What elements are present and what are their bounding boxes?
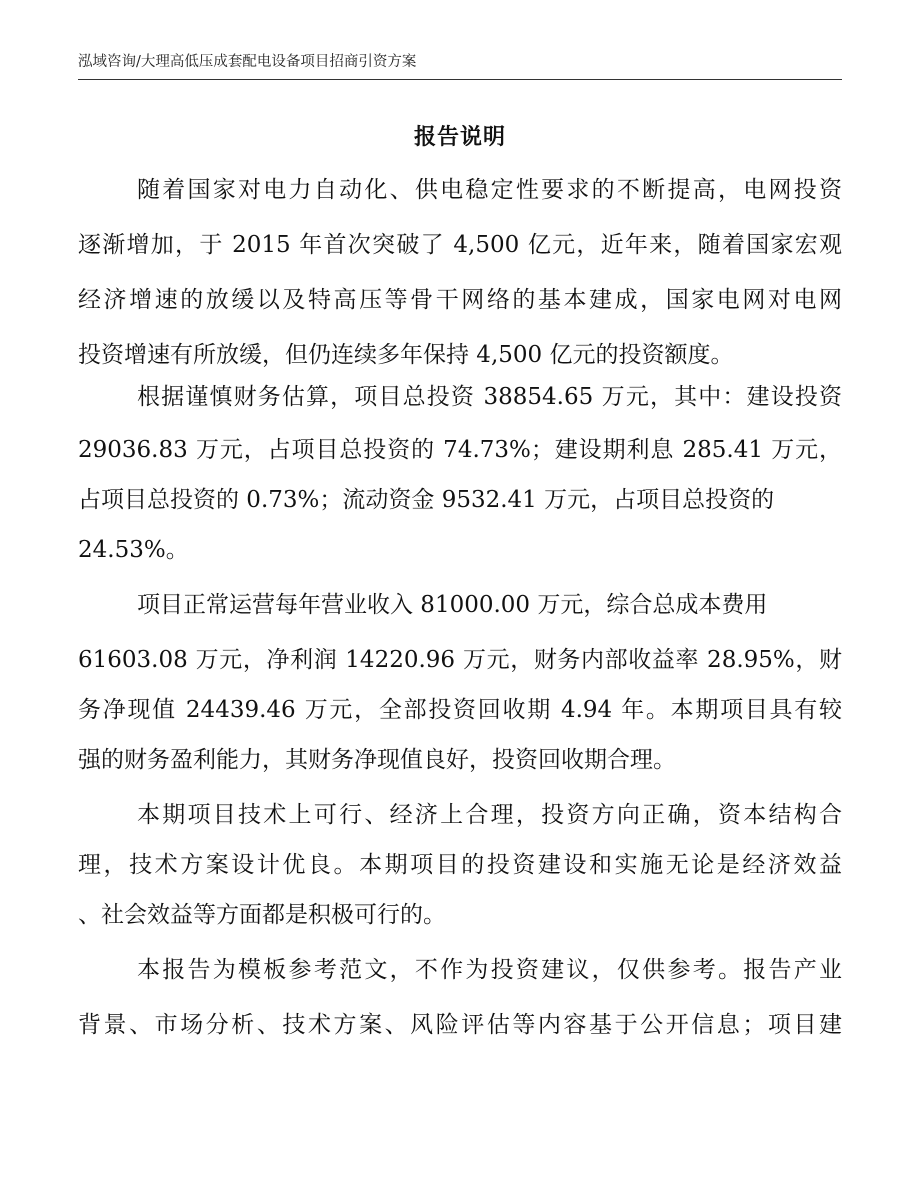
text-line: 24.53%。: [78, 537, 189, 563]
text-line: 理，技术方案设计优良。本期项目的投资建设和实施无论是经济效益: [78, 852, 842, 878]
text-line: 背景、市场分析、技术方案、风险评估等内容基于公开信息；项目建: [78, 1012, 842, 1038]
running-header: 泓域咨询/大理高低压成套配电设备项目招商引资方案: [78, 54, 417, 70]
text-line: 根据谨慎财务估算，项目总投资 38854.65 万元，其中：建设投资: [137, 384, 842, 410]
section-title: 报告说明: [413, 124, 506, 150]
text-line: 经济增速的放缓以及特高压等骨干网络的基本建成，国家电网对电网: [78, 287, 842, 313]
text-line: 占项目总投资的 0.73%；流动资金 9532.41 万元，占项目总投资的: [78, 487, 775, 513]
text-line: 逐渐增加，于 2015 年首次突破了 4,500 亿元，近年来，随着国家宏观: [78, 232, 842, 258]
text-line: 、社会效益等方面都是积极可行的。: [78, 902, 446, 928]
text-line: 强的财务盈利能力，其财务净现值良好，投资回收期合理。: [78, 747, 676, 773]
text-line: 随着国家对电力自动化、供电稳定性要求的不断提高，电网投资: [137, 177, 842, 203]
text-line: 本报告为模板参考范文，不作为投资建议，仅供参考。报告产业: [137, 957, 842, 983]
text-line: 本期项目技术上可行、经济上合理，投资方向正确，资本结构合: [137, 802, 842, 828]
text-line: 务净现值 24439.46 万元，全部投资回收期 4.94 年。本期项目具有较: [78, 697, 842, 723]
text-line: 61603.08 万元，净利润 14220.96 万元，财务内部收益率 28.95%，财: [78, 647, 842, 673]
header-divider: [78, 79, 842, 80]
text-line: 项目正常运营每年营业收入 81000.00 万元，综合总成本费用: [137, 592, 768, 618]
text-line: 投资增速有所放缓，但仍连续多年保持 4,500 亿元的投资额度。: [78, 342, 734, 368]
text-line: 29036.83 万元，占项目总投资的 74.73%；建设期利息 285.41 万元，: [78, 437, 842, 463]
